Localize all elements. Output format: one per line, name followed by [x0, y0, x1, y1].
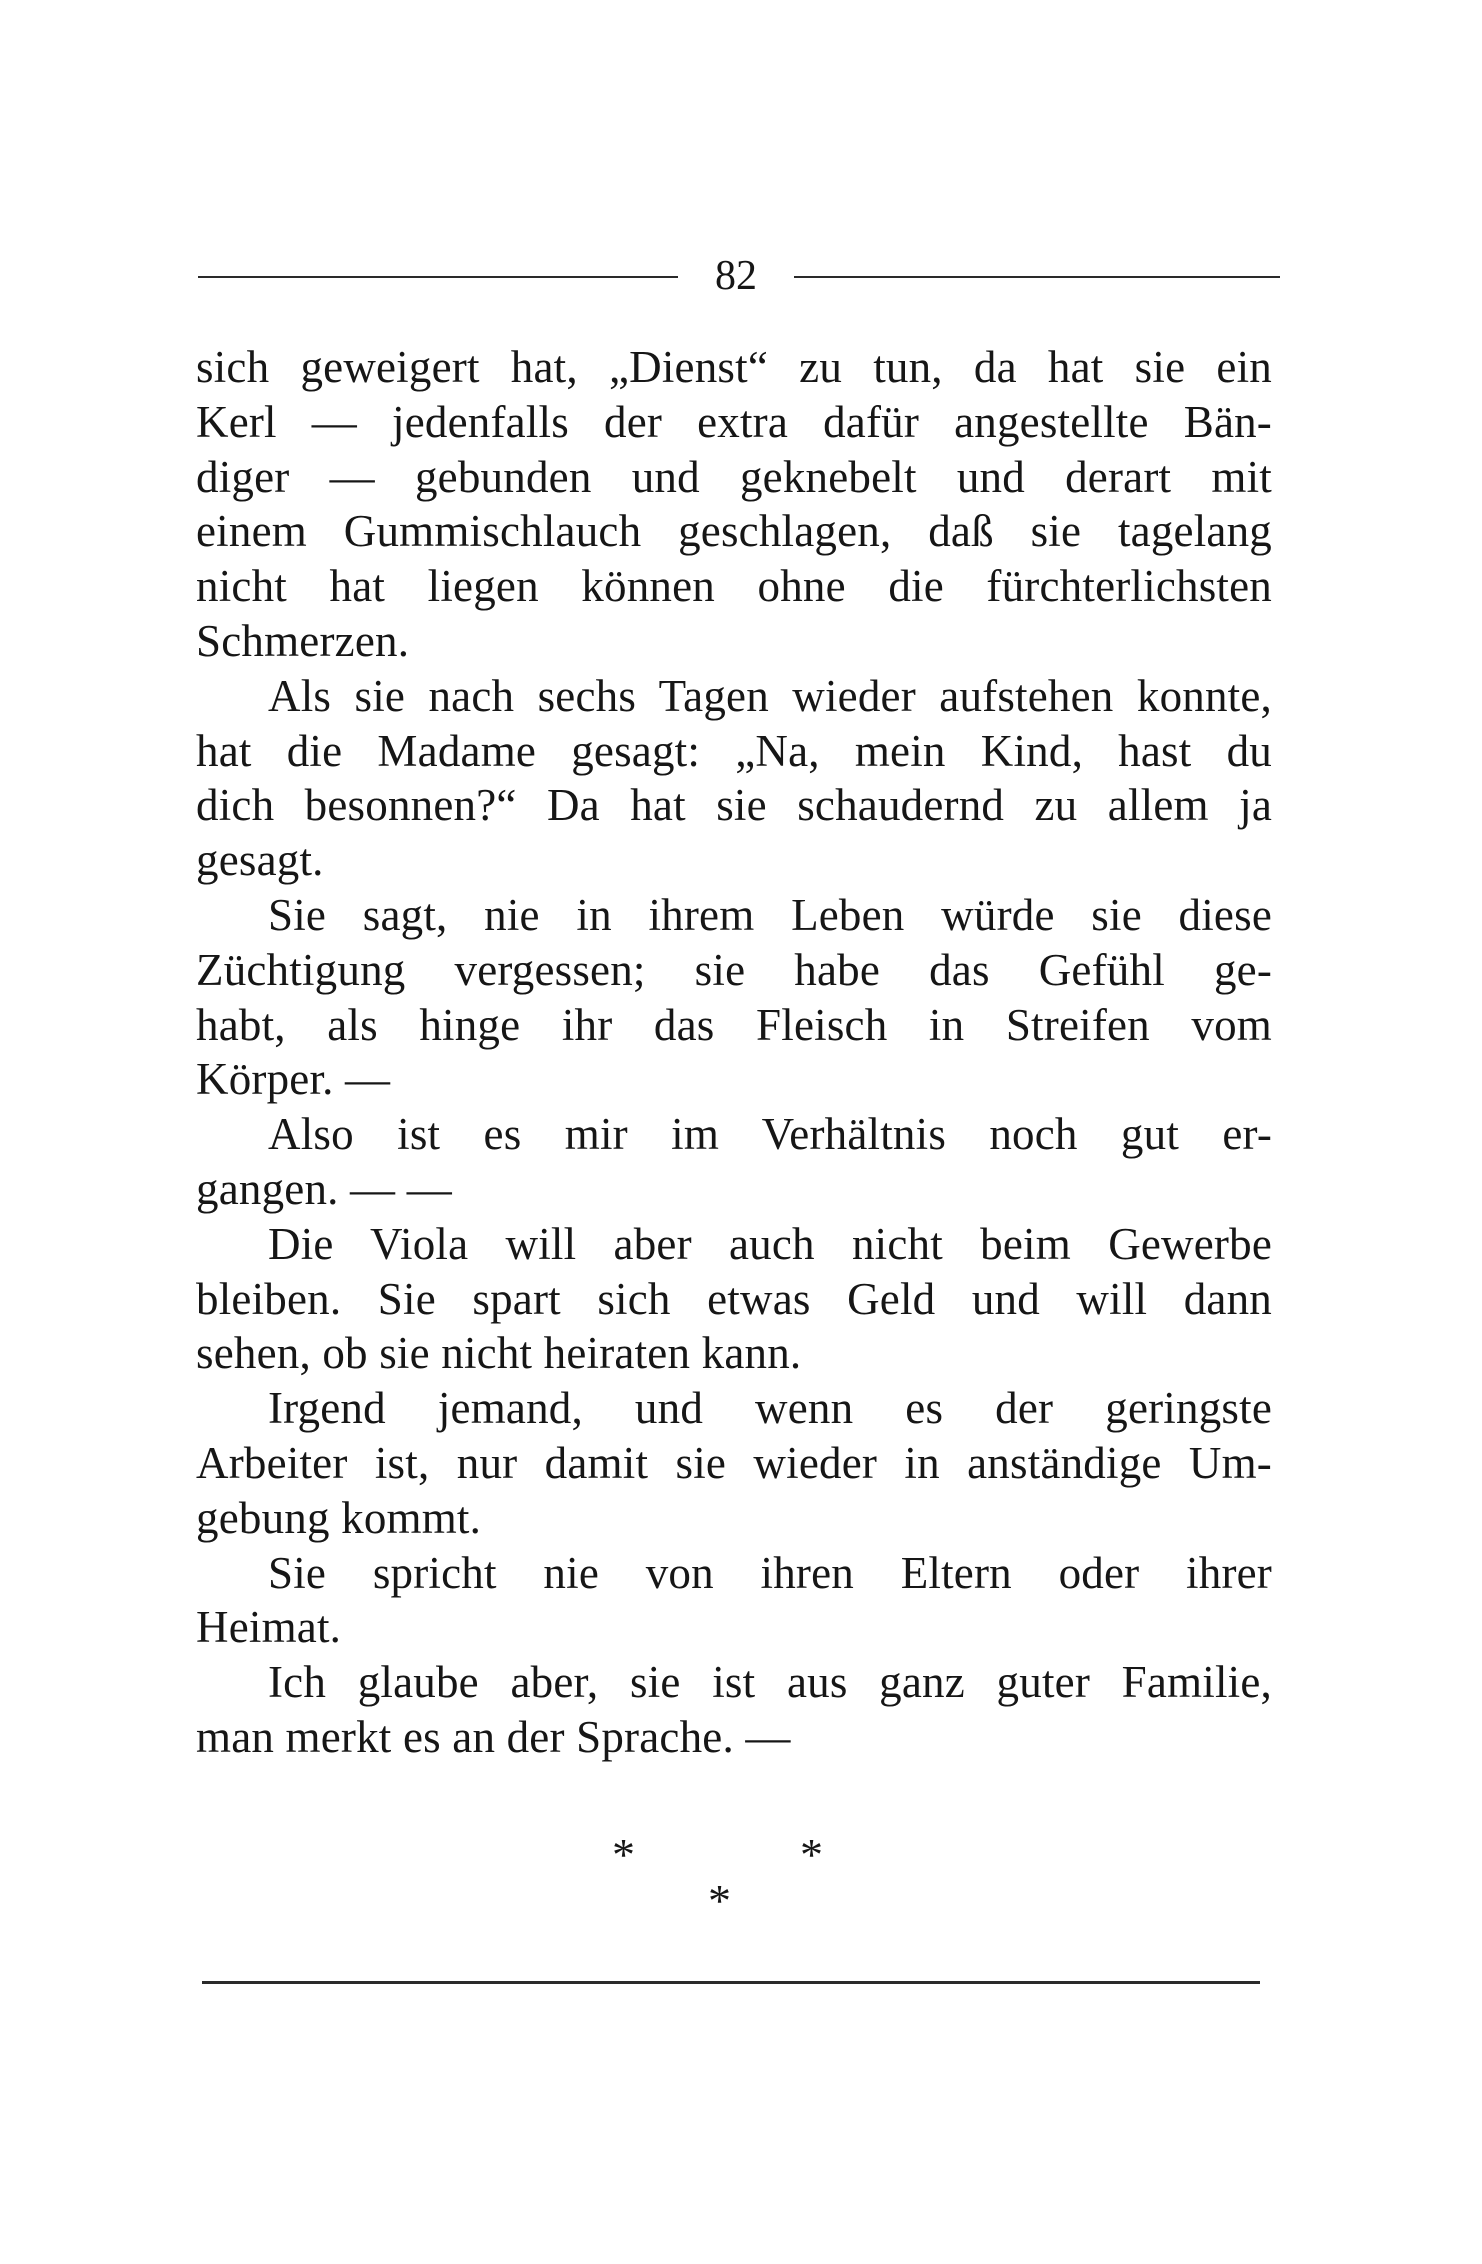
- page-number: 82: [715, 253, 757, 299]
- header-rule-right: [794, 276, 1280, 278]
- text-line: einem Gummischlauch geschlagen, daß sie tagelang: [196, 506, 1272, 557]
- text-line: Die Viola will aber auch nicht beim Gewerbe: [268, 1218, 1272, 1269]
- header-rule-left: [198, 276, 678, 278]
- text-line: Ich glaube aber, sie ist aus ganz guter Familie,: [268, 1657, 1272, 1708]
- text-line: sehen, ob sie nicht heiraten kann.: [196, 1328, 802, 1379]
- text-line: bleiben. Sie spart sich etwas Geld und will dann: [196, 1273, 1272, 1324]
- body-text: [196, 340, 1272, 1765]
- text-line: Als sie nach sechs Tagen wieder aufstehen konnte,: [268, 670, 1272, 721]
- text-line: gebung kommt.: [196, 1492, 482, 1543]
- text-line: Schmerzen.: [196, 615, 410, 666]
- text-line: Züchtigung vergessen; sie habe das Gefühl ge-: [196, 944, 1272, 995]
- text-line: Sie sagt, nie in ihrem Leben würde sie diese: [268, 889, 1272, 940]
- asterisk: *: [800, 1829, 823, 1880]
- bottom-rule: [202, 1981, 1260, 1984]
- text-line: sich geweigert hat, „Dienst“ zu tun, da hat sie ein: [196, 342, 1272, 392]
- text-line: diger — gebunden und geknebelt und derart mit: [196, 451, 1272, 502]
- text-line: nicht hat liegen können ohne die fürchterlichsten: [196, 561, 1272, 612]
- page-header: [198, 248, 1280, 308]
- text-line: dich besonnen?“ Da hat sie schaudernd zu allem ja: [196, 780, 1272, 831]
- text-line: man merkt es an der Sprache. —: [196, 1711, 791, 1762]
- text-line: Sie spricht nie von ihren Eltern oder ihrer: [268, 1547, 1272, 1598]
- text-line: Arbeiter ist, nur damit sie wieder in anständige Um-: [196, 1437, 1272, 1488]
- asterisk: *: [612, 1829, 635, 1880]
- text-line: habt, als hinge ihr das Fleisch in Streifen vom: [196, 999, 1272, 1050]
- asterisk: *: [708, 1875, 731, 1926]
- text-line: gangen. — —: [196, 1163, 452, 1214]
- text-line: hat die Madame gesagt: „Na, mein Kind, hast du: [196, 725, 1272, 776]
- text-line: Also ist es mir im Verhältnis noch gut er-: [268, 1109, 1272, 1160]
- text-line: gesagt.: [196, 835, 324, 886]
- text-line: Heimat.: [196, 1602, 342, 1653]
- text-line: Irgend jemand, und wenn es der geringste: [268, 1383, 1272, 1434]
- text-line: Kerl — jedenfalls der extra dafür angestellte Bän-: [196, 396, 1272, 447]
- section-break-asterisks: [600, 1820, 860, 1930]
- text-line: Körper. —: [196, 1054, 391, 1105]
